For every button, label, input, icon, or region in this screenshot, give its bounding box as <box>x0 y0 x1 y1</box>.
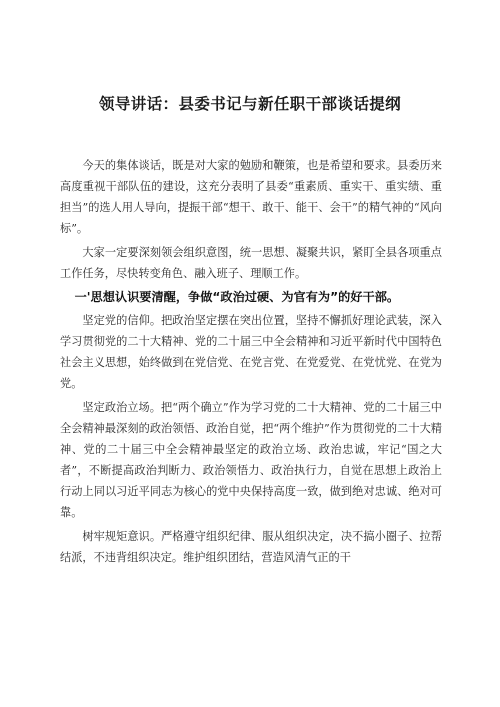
document-title: 领导讲话：县委书记与新任职干部谈话提纲 <box>98 95 402 113</box>
document-body <box>60 155 442 571</box>
intro-paragraph-1: 今天的集体谈话，既是对大家的勉励和鞭策，也是希望和要求。县委历来高度重视干部队伍的建设，这充分表明了县委“重素质、重实干、重实绩、重担当”的选人用人导向，提振干部“想干、敢干、能干、会干”的精气神的“风向标”。 <box>60 159 442 235</box>
section-paragraph-faith: 坚定党的信仰。把政治坚定摆在突出位置，坚持不懈抓好理论武装，深入学习贯彻党的二十大精神、党的二十届三中全会精神和习近平新时代中国特色社会主义思想，始终做到在党信党、在党言党、在党爱党、在党忧党、在党为党。 <box>60 314 442 390</box>
section-paragraph-stance: 坚定政治立场。把“两个确立”作为学习党的二十大精神、党的二十届三中全会精神最深刻的政治领悟、政治自觉，把“两个维护”作为贯彻党的二十大精神、党的二十届三中全会精神最坚定的政治立场、政治忠诚，牢记“国之大者”，不断提高政治判断力、政治领悟力、政治执行力，自觉在思想上政治上行动上同以习近平同志为核心的党中央保持高度一致，做到绝对忠诚、绝对可靠。 <box>60 401 442 519</box>
intro-paragraph-2: 大家一定要深刻领会组织意图，统一思想、凝聚共识，紧盯全县各项重点工作任务，尽快转变角色、融入班子、理顺工作。 <box>60 246 442 280</box>
section-heading: 一'思想认识要清醒，争做“政治过硬、为官有为”的好干部。 <box>74 290 400 304</box>
section-paragraph-rules: 树牢规矩意识。严格遵守组织纪律、服从组织决定，决不搞小圈子、拉帮结派，不违背组织决定。维护组织团结，营造风清气正的干 <box>60 530 442 564</box>
